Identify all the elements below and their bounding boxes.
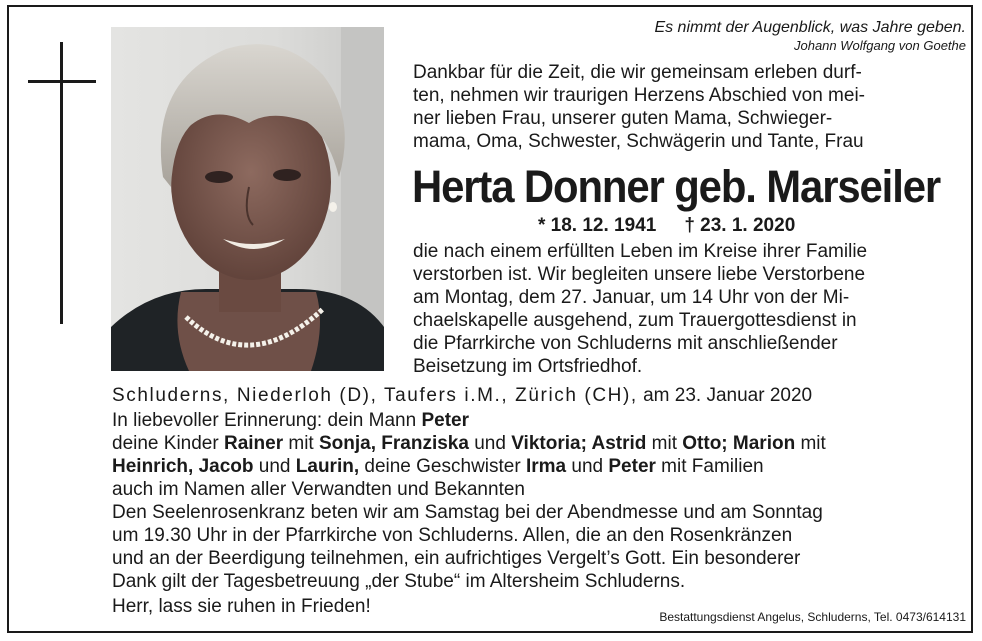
mourner-line: In liebevoller Erinnerung: dein Mann Peter [112, 410, 469, 431]
life-dates [538, 214, 795, 238]
goethe-quote [654, 18, 966, 54]
quote-author: Johann Wolfgang von Goethe [793, 38, 966, 53]
intro-line: mama, Oma, Schwester, Schwägerin und Tante, Frau [413, 131, 864, 152]
rosary-line: Dank gilt der Tagesbetreuung „der Stube“ im Altersheim Schluderns. [112, 571, 686, 592]
places-and-date [112, 384, 812, 407]
intro-line: Dankbar für die Zeit, die wir gemeinsam erleben durf- [413, 62, 862, 83]
birth-date: * 18. 12. 1941 [538, 215, 657, 236]
intro-line: ten, nehmen wir traurigen Herzens Abschied von mei- [413, 85, 866, 106]
rosary-line: Den Seelenrosenkranz beten wir am Samstag bei der Abendmesse und am Sonntag [112, 502, 823, 523]
intro-paragraph [413, 61, 953, 153]
cross-icon [60, 42, 63, 324]
undertaker-credit: Bestattungsdienst Angelus, Schluderns, Tel. 0473/614131 [659, 610, 966, 624]
deceased-name: Herta Donner geb. Marseiler [412, 161, 941, 212]
closing-prayer: Herr, lass sie ruhen in Frieden! [112, 596, 371, 617]
intro-line: ner lieben Frau, unserer guten Mama, Schwieger- [413, 108, 833, 129]
funeral-line: chaelskapelle ausgehend, zum Trauergottesdienst in [413, 310, 857, 331]
portrait-photo [111, 27, 384, 371]
notice-date: am 23. Januar 2020 [643, 385, 813, 406]
funeral-line: die Pfarrkirche von Schluderns mit anschließender [413, 333, 838, 354]
funeral-line: am Montag, dem 27. Januar, um 14 Uhr von der Mi- [413, 287, 850, 308]
rosary-line: um 19.30 Uhr in der Pfarrkirche von Schluderns. Allen, die an den Rosenkränzen [112, 525, 793, 546]
funeral-line: verstorben ist. Wir begleiten unsere liebe Verstorbene [413, 264, 866, 285]
death-date: † 23. 1. 2020 [684, 215, 796, 236]
places-list: Schluderns, Niederloh (D), Taufers i.M., Zürich (CH), [112, 385, 638, 406]
mourner-line: Heinrich, Jacob und Laurin, deine Geschwister Irma und Peter mit Familien [112, 456, 764, 477]
funeral-line: die nach einem erfüllten Leben im Kreise ihrer Familie [413, 241, 868, 262]
funeral-paragraph [413, 240, 953, 378]
mourner-line: auch im Namen aller Verwandten und Bekannten [112, 479, 525, 500]
quote-text: Es nimmt der Augenblick, was Jahre geben. [654, 19, 966, 36]
mourner-line: deine Kinder Rainer mit Sonja, Franziska und Viktoria; Astrid mit Otto; Marion mit [112, 433, 826, 454]
funeral-line: Beisetzung im Ortsfriedhof. [413, 356, 643, 377]
mourners-block [112, 409, 962, 593]
cross-icon-bar [28, 80, 96, 83]
rosary-line: und an der Beerdigung teilnehmen, ein aufrichtiges Vergelt’s Gott. Ein besonderer [112, 548, 801, 569]
